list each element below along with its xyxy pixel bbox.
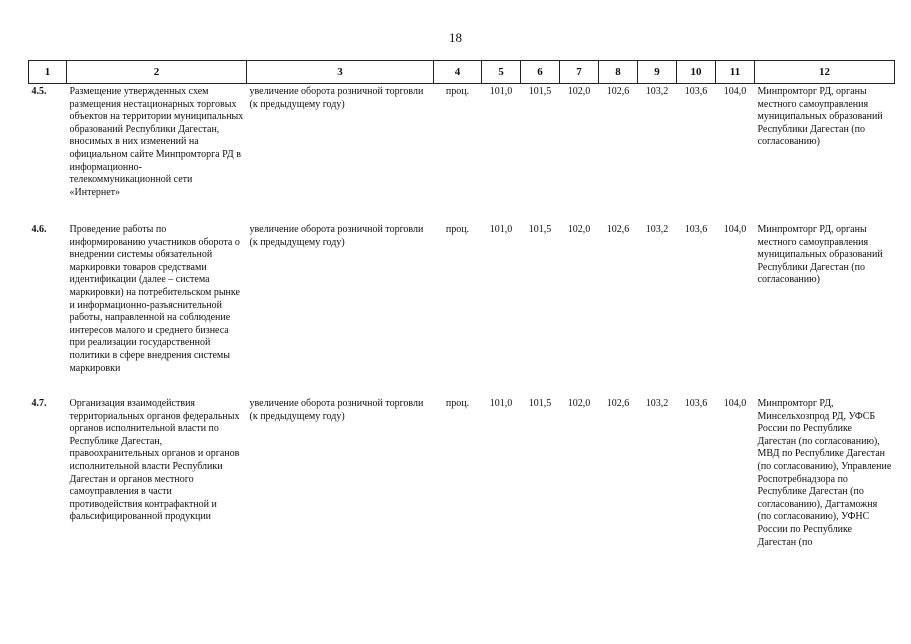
responsible-text: Минпромторг РД, Минсельхозпрод РД, УФСБ России по Республике Дагестан (по согласованию), МВД по Республике Дагестан (по согласованию), Управление Роспотребнадзора по Республике Дагестан (по согласованию), Дагтаможня (по согласованию), УФНС России по Республике Дагестан (по (757, 398, 892, 548)
unit-cell: проц. (445, 398, 470, 409)
value-cell: 103,2 (645, 224, 669, 235)
value-cell: 102,6 (606, 398, 630, 409)
column-number: 11 (716, 61, 755, 84)
indicator-text: увеличение оборота розничной торговли (к предыдущему году) (249, 86, 424, 110)
value-cell: 101,5 (528, 86, 552, 97)
table-row (29, 396, 895, 644)
table-row (29, 84, 895, 223)
value-cell: 103,6 (684, 224, 708, 235)
column-number: 3 (247, 61, 434, 84)
value-cell: 101,0 (489, 224, 513, 235)
responsible-text: Минпромторг РД, органы местного самоуправления муниципальных образований Республики Дагестан (по согласованию) (757, 86, 883, 148)
indicator-text: увеличение оборота розничной торговли (к предыдущему году) (249, 398, 424, 422)
value-cell: 103,6 (684, 398, 708, 409)
value-cell: 102,0 (567, 86, 591, 97)
value-cell: 102,0 (567, 224, 591, 235)
row-number: 4.7. (31, 398, 47, 409)
column-number: 2 (67, 61, 247, 84)
activity-text: Проведение работы по информированию участников оборота о внедрении системы обязательной маркировки товаров средствами идентификации (далее – система маркировки) на потребительском рынке и информационно-разъяснительной работы, направленной на соблюдение интересов малого и среднего бизнеса при реализации государственной политики в сфере внедрения системы маркировки (69, 224, 240, 374)
responsible-text: Минпромторг РД, органы местного самоуправления муниципальных образований Республики Дагестан (по согласованию) (757, 224, 883, 286)
value-cell: 102,0 (567, 398, 591, 409)
column-number: 6 (521, 61, 560, 84)
row-number: 4.6. (31, 224, 47, 235)
column-number: 10 (677, 61, 716, 84)
indicator-text: увеличение оборота розничной торговли (к предыдущему году) (249, 224, 424, 248)
value-cell: 101,5 (528, 398, 552, 409)
page-number: 18 (449, 30, 462, 45)
activities-table (28, 60, 895, 644)
unit-cell: проц. (445, 86, 470, 97)
activity-text: Организация взаимодействия территориальных органов федеральных органов исполнительной власти по Республике Дагестан, правоохранительных органов и органов исполнительной власти Республики Дагестан и органов местного самоуправления в части противодействия контрафактной и фальсифицированной продукции (69, 398, 240, 523)
column-number: 7 (560, 61, 599, 84)
column-number: 5 (482, 61, 521, 84)
value-cell: 102,6 (606, 224, 630, 235)
column-numbers-row (29, 61, 895, 84)
value-cell: 101,5 (528, 224, 552, 235)
value-cell: 103,2 (645, 86, 669, 97)
column-number: 4 (434, 61, 482, 84)
value-cell: 104,0 (723, 224, 747, 235)
column-number: 9 (638, 61, 677, 84)
activity-text: Размещение утвержденных схем размещения нестационарных торговых объектов на территории муниципальных образований Республики Дагестан, вносимых в них изменений на официальном сайте Минпромторга РД в информационно-телекоммуникационной сети «Интернет» (69, 86, 244, 198)
value-cell: 101,0 (489, 86, 513, 97)
value-cell: 103,6 (684, 86, 708, 97)
value-cell: 103,2 (645, 398, 669, 409)
column-number: 1 (29, 61, 67, 84)
column-number: 12 (755, 61, 895, 84)
table-row (29, 222, 895, 396)
value-cell: 104,0 (723, 86, 747, 97)
unit-cell: проц. (445, 224, 470, 235)
row-number: 4.5. (31, 86, 47, 97)
value-cell: 102,6 (606, 86, 630, 97)
value-cell: 104,0 (723, 398, 747, 409)
column-number: 8 (599, 61, 638, 84)
value-cell: 101,0 (489, 398, 513, 409)
